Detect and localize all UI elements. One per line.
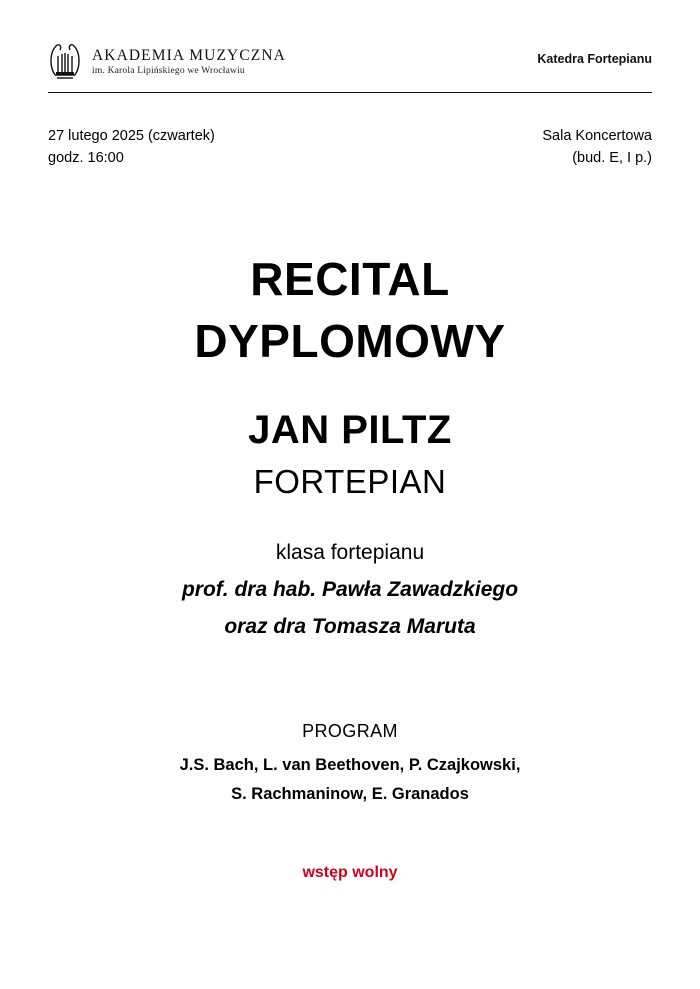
title-line-1: RECITAL [250,252,450,305]
free-entry-note: wstęp wolny [302,863,398,881]
venue-name: Sala Koncertowa [542,128,652,144]
event-date: 27 lutego 2025 (czwartek) [48,128,215,144]
header-divider [48,92,652,93]
class-line: klasa fortepianu [275,540,425,564]
event-datetime [48,126,215,170]
title-line-2: DYPLOMOWY [194,314,506,367]
poster-header [48,0,652,114]
department-label: Katedra Fortepianu [537,52,652,66]
instrument-label: FORTEPIAN [253,462,447,500]
event-venue [542,126,652,170]
program-line: S. Rachmaninow, E. Granados [231,784,469,803]
teacher-primary: prof. dra hab. Pawła Zawadzkiego [181,577,519,601]
lyre-icon [48,42,82,82]
academy-logo-text [92,47,286,78]
performer-name: JAN PILTZ [248,407,452,452]
event-time: godz. 16:00 [48,149,124,166]
teacher-secondary: oraz dra Tomasza Maruta [224,614,476,638]
event-meta [48,126,652,170]
program-heading: PROGRAM [302,720,398,741]
poster-main [48,248,652,804]
institution-subtitle: im. Karola Lipińskiego we Wrocławiu [92,66,245,77]
program-line: J.S. Bach, L. van Beethoven, P. Czajkowski, [179,755,521,774]
institution-name: AKADEMIA MUZYCZNA [92,46,286,64]
venue-detail: (bud. E, I p.) [572,149,652,166]
